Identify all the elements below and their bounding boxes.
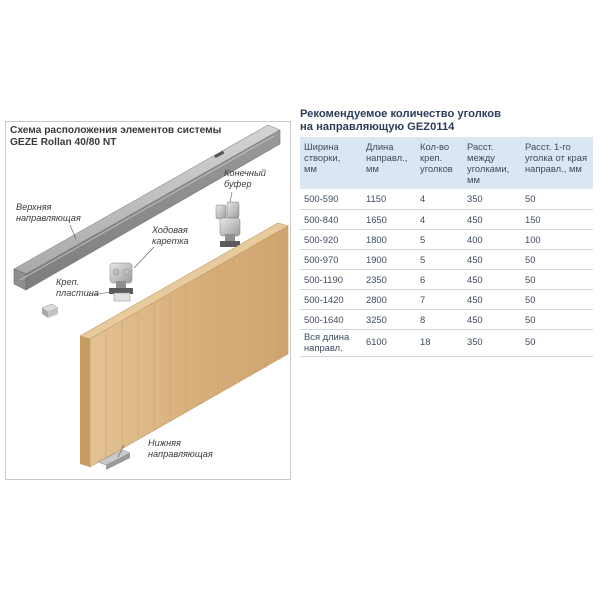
table-header-row	[300, 137, 593, 189]
cell-edge: 50	[521, 309, 593, 329]
cell-width: 500-970	[300, 249, 362, 269]
table-row	[300, 229, 593, 249]
header-gap-line2: между	[467, 152, 495, 163]
door-panel-shape	[80, 223, 288, 467]
callout-mount-plate	[56, 277, 99, 299]
table-row	[300, 309, 593, 329]
cell-edge: 50	[521, 269, 593, 289]
table-row	[300, 289, 593, 309]
callout-carriage-line2: каретка	[152, 235, 189, 246]
header-edge-line2: уголка от края	[525, 152, 588, 163]
table-row	[300, 249, 593, 269]
diagram-title-line1: Схема расположения элементов системы	[10, 125, 222, 136]
header-edge-line1: Расст. 1-го	[525, 141, 571, 152]
cell-gap: 450	[463, 209, 521, 229]
callout-top-rail-line1: Верхняя	[16, 202, 52, 212]
header-width	[300, 137, 362, 189]
callout-bottom-rail-line2: направляющая	[148, 448, 213, 459]
callout-mount-plate-line2: пластина	[56, 287, 99, 298]
cell-gap: 350	[463, 329, 521, 356]
table-row	[300, 209, 593, 229]
cell-gap: 450	[463, 269, 521, 289]
header-edge	[521, 137, 593, 189]
cell-length: 2350	[362, 269, 416, 289]
cell-width: 500-1190	[300, 269, 362, 289]
header-length-line2: направл.,	[366, 152, 408, 163]
cell-count: 7	[416, 289, 463, 309]
header-gap-line3: уголками,	[467, 163, 510, 174]
cell-length: 2800	[362, 289, 416, 309]
cell-edge: 100	[521, 229, 593, 249]
callout-carriage	[152, 225, 189, 247]
header-length-line1: Длина	[366, 141, 394, 152]
callout-top-rail-line2: направляющая	[16, 212, 81, 223]
cell-gap: 450	[463, 249, 521, 269]
table-row	[300, 189, 593, 209]
cell-count: 5	[416, 229, 463, 249]
cell-length: 6100	[362, 329, 416, 356]
cell-edge: 50	[521, 189, 593, 209]
header-gap-line1: Расст.	[467, 141, 494, 152]
cell-edge: 150	[521, 209, 593, 229]
header-gap	[463, 137, 521, 189]
cell-length: 1650	[362, 209, 416, 229]
cell-edge: 50	[521, 329, 593, 356]
brackets-table	[300, 137, 593, 357]
callout-end-stop-line2: буфер	[224, 178, 252, 189]
cell-width	[300, 329, 362, 356]
cell-count: 6	[416, 269, 463, 289]
carriage-left-shape	[109, 263, 133, 301]
callout-end-stop	[224, 168, 266, 190]
table-row-full-length	[300, 329, 593, 356]
callout-bottom-rail	[148, 438, 213, 460]
table-title	[300, 108, 596, 134]
diagram-title	[10, 125, 280, 148]
cell-edge: 50	[521, 249, 593, 269]
cell-width: 500-840	[300, 209, 362, 229]
cell-count: 5	[416, 249, 463, 269]
header-count-line1: Кол-во	[420, 141, 450, 152]
cell-width: 500-1640	[300, 309, 362, 329]
cell-gap: 350	[463, 189, 521, 209]
system-diagram-panel	[5, 121, 291, 480]
cell-count: 4	[416, 189, 463, 209]
cell-gap: 450	[463, 309, 521, 329]
mount-plate-shape	[42, 304, 58, 318]
cell-length: 3250	[362, 309, 416, 329]
header-length	[362, 137, 416, 189]
cell-width-line1: Вся длина	[304, 331, 350, 342]
table-row	[300, 269, 593, 289]
cell-width: 500-1420	[300, 289, 362, 309]
carriage-right-shape	[220, 218, 240, 247]
cell-width: 500-920	[300, 229, 362, 249]
cell-length: 1800	[362, 229, 416, 249]
header-width-line1: Ширина	[304, 141, 339, 152]
cell-length: 1150	[362, 189, 416, 209]
header-count-line3: уголков	[420, 163, 453, 174]
cell-edge: 50	[521, 289, 593, 309]
cell-gap: 450	[463, 289, 521, 309]
diagram-title-line2: GEZE Rollan 40/80 NT	[10, 136, 117, 148]
cell-width: 500-590	[300, 189, 362, 209]
callout-carriage-line1: Ходовая	[152, 225, 188, 235]
header-edge-line3: направл., мм	[525, 163, 582, 174]
header-width-line2: створки,	[304, 152, 341, 163]
cell-length: 1900	[362, 249, 416, 269]
callout-end-stop-line1: Конечный	[224, 168, 266, 178]
cell-gap: 400	[463, 229, 521, 249]
header-count	[416, 137, 463, 189]
callout-bottom-rail-line1: Нижняя	[148, 438, 181, 448]
callout-mount-plate-line1: Креп.	[56, 277, 80, 287]
cell-count: 8	[416, 309, 463, 329]
header-count-line2: креп.	[420, 152, 443, 163]
cell-width-line2: направл.	[304, 341, 343, 353]
table-title-line1: Рекомендуемое количество уголков	[300, 108, 501, 120]
cell-count: 4	[416, 209, 463, 229]
header-length-line3: мм	[366, 163, 379, 174]
table-title-line2: на направляющую GEZ0114	[300, 121, 455, 133]
callout-top-rail	[16, 202, 81, 224]
header-gap-line4: мм	[467, 174, 480, 185]
header-width-line3: мм	[304, 163, 317, 174]
cell-count: 18	[416, 329, 463, 356]
